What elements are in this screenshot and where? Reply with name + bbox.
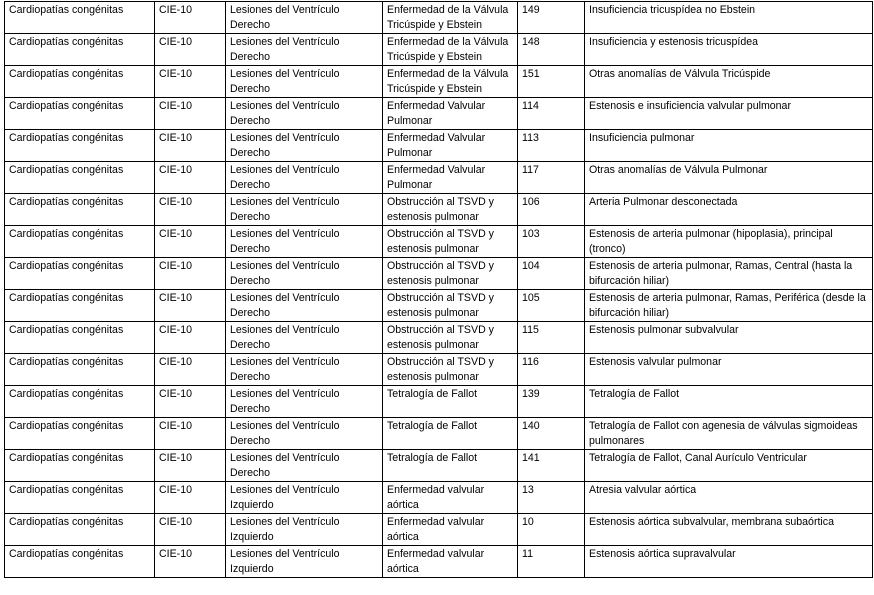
lesion-group-cell: Lesiones del Ventrículo Izquierdo [226, 482, 383, 514]
table-row [5, 2, 873, 34]
classification-cell: CIE-10 [155, 386, 226, 418]
diagnosis-cell: Estenosis valvular pulmonar [585, 354, 873, 386]
code-cell: 148 [518, 34, 585, 66]
lesion-group-cell: Lesiones del Ventrículo Derecho [226, 98, 383, 130]
classification-cell: CIE-10 [155, 450, 226, 482]
table-row [5, 354, 873, 386]
category-cell: Cardiopatías congénitas [5, 2, 155, 34]
classification-cell: CIE-10 [155, 354, 226, 386]
code-cell: 10 [518, 514, 585, 546]
diagnosis-cell: Otras anomalías de Válvula Tricúspide [585, 66, 873, 98]
code-cell: 151 [518, 66, 585, 98]
subgroup-cell: Obstrucción al TSVD y estenosis pulmonar [383, 290, 518, 322]
code-cell: 106 [518, 194, 585, 226]
diagnosis-cell: Otras anomalías de Válvula Pulmonar [585, 162, 873, 194]
category-cell: Cardiopatías congénitas [5, 418, 155, 450]
lesion-group-cell: Lesiones del Ventrículo Derecho [226, 194, 383, 226]
subgroup-cell: Enfermedad de la Válvula Tricúspide y Ebstein [383, 66, 518, 98]
classification-cell: CIE-10 [155, 2, 226, 34]
diagnosis-cell: Insuficiencia y estenosis tricuspídea [585, 34, 873, 66]
table-row [5, 514, 873, 546]
table-row [5, 290, 873, 322]
table-row [5, 194, 873, 226]
classification-cell: CIE-10 [155, 514, 226, 546]
lesion-group-cell: Lesiones del Ventrículo Derecho [226, 354, 383, 386]
table-row [5, 98, 873, 130]
classification-cell: CIE-10 [155, 34, 226, 66]
category-cell: Cardiopatías congénitas [5, 226, 155, 258]
category-cell: Cardiopatías congénitas [5, 34, 155, 66]
category-cell: Cardiopatías congénitas [5, 258, 155, 290]
subgroup-cell: Obstrucción al TSVD y estenosis pulmonar [383, 354, 518, 386]
classification-cell: CIE-10 [155, 98, 226, 130]
diagnosis-cell: Tetralogía de Fallot [585, 386, 873, 418]
code-cell: 105 [518, 290, 585, 322]
category-cell: Cardiopatías congénitas [5, 290, 155, 322]
table-row [5, 226, 873, 258]
category-cell: Cardiopatías congénitas [5, 514, 155, 546]
diagnosis-cell: Estenosis de arteria pulmonar, Ramas, Periférica (desde la bifurcación hiliar) [585, 290, 873, 322]
diagnosis-cell: Estenosis de arteria pulmonar (hipoplasia), principal (tronco) [585, 226, 873, 258]
subgroup-cell: Enfermedad valvular aórtica [383, 482, 518, 514]
lesion-group-cell: Lesiones del Ventrículo Derecho [226, 258, 383, 290]
classification-cell: CIE-10 [155, 482, 226, 514]
subgroup-cell: Obstrucción al TSVD y estenosis pulmonar [383, 194, 518, 226]
code-cell: 117 [518, 162, 585, 194]
table-row [5, 386, 873, 418]
table-row [5, 322, 873, 354]
subgroup-cell: Obstrucción al TSVD y estenosis pulmonar [383, 322, 518, 354]
category-cell: Cardiopatías congénitas [5, 386, 155, 418]
lesion-group-cell: Lesiones del Ventrículo Derecho [226, 418, 383, 450]
lesion-group-cell: Lesiones del Ventrículo Derecho [226, 66, 383, 98]
diagnosis-cell: Tetralogía de Fallot, Canal Aurículo Ventricular [585, 450, 873, 482]
table-row [5, 482, 873, 514]
diagnosis-cell: Tetralogía de Fallot con agenesia de válvulas sigmoideas pulmonares [585, 418, 873, 450]
subgroup-cell: Enfermedad Valvular Pulmonar [383, 98, 518, 130]
subgroup-cell: Tetralogía de Fallot [383, 450, 518, 482]
code-cell: 13 [518, 482, 585, 514]
subgroup-cell: Tetralogía de Fallot [383, 418, 518, 450]
subgroup-cell: Enfermedad Valvular Pulmonar [383, 162, 518, 194]
classification-cell: CIE-10 [155, 226, 226, 258]
subgroup-cell: Obstrucción al TSVD y estenosis pulmonar [383, 258, 518, 290]
table-row [5, 66, 873, 98]
classification-cell: CIE-10 [155, 194, 226, 226]
classification-cell: CIE-10 [155, 418, 226, 450]
category-cell: Cardiopatías congénitas [5, 450, 155, 482]
classification-cell: CIE-10 [155, 130, 226, 162]
code-cell: 140 [518, 418, 585, 450]
code-cell: 116 [518, 354, 585, 386]
category-cell: Cardiopatías congénitas [5, 194, 155, 226]
table-row [5, 34, 873, 66]
table-row [5, 258, 873, 290]
diagnosis-cell: Estenosis e insuficiencia valvular pulmonar [585, 98, 873, 130]
code-cell: 139 [518, 386, 585, 418]
lesion-group-cell: Lesiones del Ventrículo Izquierdo [226, 514, 383, 546]
category-cell: Cardiopatías congénitas [5, 66, 155, 98]
diagnosis-cell: Atresia valvular aórtica [585, 482, 873, 514]
table-row [5, 130, 873, 162]
category-cell: Cardiopatías congénitas [5, 354, 155, 386]
lesion-group-cell: Lesiones del Ventrículo Derecho [226, 34, 383, 66]
lesion-group-cell: Lesiones del Ventrículo Derecho [226, 162, 383, 194]
subgroup-cell: Enfermedad Valvular Pulmonar [383, 130, 518, 162]
subgroup-cell: Enfermedad de la Válvula Tricúspide y Ebstein [383, 2, 518, 34]
diagnosis-cell: Estenosis pulmonar subvalvular [585, 322, 873, 354]
diagnosis-cell: Arteria Pulmonar desconectada [585, 194, 873, 226]
subgroup-cell: Enfermedad valvular aórtica [383, 546, 518, 578]
lesion-group-cell: Lesiones del Ventrículo Derecho [226, 386, 383, 418]
diagnosis-cell: Insuficiencia pulmonar [585, 130, 873, 162]
category-cell: Cardiopatías congénitas [5, 162, 155, 194]
lesion-group-cell: Lesiones del Ventrículo Derecho [226, 322, 383, 354]
classification-cell: CIE-10 [155, 162, 226, 194]
table-row [5, 450, 873, 482]
subgroup-cell: Enfermedad de la Válvula Tricúspide y Ebstein [383, 34, 518, 66]
diagnosis-cell: Estenosis aórtica supravalvular [585, 546, 873, 578]
table-body [5, 2, 873, 578]
table-row [5, 162, 873, 194]
classification-cell: CIE-10 [155, 546, 226, 578]
classification-cell: CIE-10 [155, 66, 226, 98]
subgroup-cell: Obstrucción al TSVD y estenosis pulmonar [383, 226, 518, 258]
code-cell: 114 [518, 98, 585, 130]
table-row [5, 546, 873, 578]
classification-cell: CIE-10 [155, 258, 226, 290]
subgroup-cell: Enfermedad valvular aórtica [383, 514, 518, 546]
classification-cell: CIE-10 [155, 290, 226, 322]
lesion-group-cell: Lesiones del Ventrículo Izquierdo [226, 546, 383, 578]
table-row [5, 418, 873, 450]
code-cell: 113 [518, 130, 585, 162]
diagnosis-cell: Estenosis aórtica subvalvular, membrana subaórtica [585, 514, 873, 546]
code-cell: 141 [518, 450, 585, 482]
code-cell: 149 [518, 2, 585, 34]
category-cell: Cardiopatías congénitas [5, 98, 155, 130]
category-cell: Cardiopatías congénitas [5, 322, 155, 354]
code-cell: 103 [518, 226, 585, 258]
diagnosis-table [4, 1, 873, 578]
lesion-group-cell: Lesiones del Ventrículo Derecho [226, 290, 383, 322]
subgroup-cell: Tetralogía de Fallot [383, 386, 518, 418]
diagnosis-cell: Estenosis de arteria pulmonar, Ramas, Central (hasta la bifurcación hiliar) [585, 258, 873, 290]
code-cell: 104 [518, 258, 585, 290]
lesion-group-cell: Lesiones del Ventrículo Derecho [226, 2, 383, 34]
category-cell: Cardiopatías congénitas [5, 546, 155, 578]
category-cell: Cardiopatías congénitas [5, 130, 155, 162]
classification-cell: CIE-10 [155, 322, 226, 354]
lesion-group-cell: Lesiones del Ventrículo Derecho [226, 130, 383, 162]
diagnosis-cell: Insuficiencia tricuspídea no Ebstein [585, 2, 873, 34]
lesion-group-cell: Lesiones del Ventrículo Derecho [226, 226, 383, 258]
category-cell: Cardiopatías congénitas [5, 482, 155, 514]
lesion-group-cell: Lesiones del Ventrículo Derecho [226, 450, 383, 482]
code-cell: 11 [518, 546, 585, 578]
code-cell: 115 [518, 322, 585, 354]
